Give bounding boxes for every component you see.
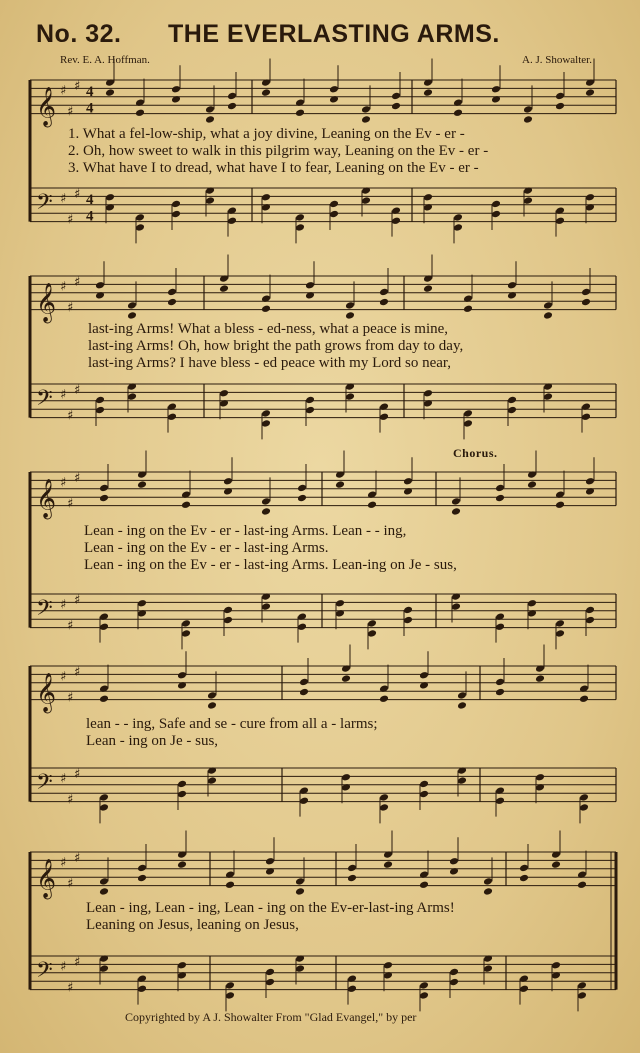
note-head — [261, 602, 271, 611]
note-head — [579, 695, 589, 704]
note-head — [383, 961, 393, 970]
note-head — [457, 691, 467, 700]
note-head — [167, 298, 177, 307]
note-head — [457, 776, 467, 785]
note-head — [223, 606, 233, 615]
note-head — [495, 623, 505, 632]
note-head — [495, 484, 505, 493]
note-head — [491, 200, 501, 209]
note-head — [585, 477, 595, 486]
note-head — [391, 102, 401, 111]
sharp-icon: ♯ — [74, 275, 81, 291]
note-head — [227, 92, 237, 101]
note-head — [219, 284, 229, 293]
note-head — [453, 213, 463, 222]
note-head — [379, 695, 389, 704]
note-head — [419, 991, 429, 1000]
note-head — [305, 406, 315, 415]
note-head — [379, 288, 389, 297]
note-head — [345, 311, 355, 320]
note-head — [519, 864, 529, 873]
lyric-line: Lean - ing on Je - sus, — [86, 733, 219, 749]
sharp-icon: ♯ — [74, 79, 81, 95]
lyric-line: Lean - ing, Lean - ing, Lean - ing on the Ev-er-last-ing Arms! — [86, 900, 455, 916]
note-head — [137, 480, 147, 489]
note-head — [171, 85, 181, 94]
note-head — [335, 599, 345, 608]
note-head — [403, 606, 413, 615]
note-head — [95, 396, 105, 405]
note-head — [495, 688, 505, 697]
note-head — [379, 803, 389, 812]
sharp-icon: ♯ — [67, 618, 74, 634]
sharp-icon: ♯ — [60, 475, 67, 491]
note-head — [305, 396, 315, 405]
note-head — [543, 311, 553, 320]
note-head — [457, 701, 467, 710]
bass-clef-icon: 𝄢 — [36, 190, 53, 221]
note-head — [451, 507, 461, 516]
note-head — [297, 623, 307, 632]
note-head — [227, 102, 237, 111]
note-head — [225, 991, 235, 1000]
note-head — [299, 678, 309, 687]
note-head — [463, 419, 473, 428]
sharp-icon: ♯ — [74, 383, 81, 399]
note-head — [329, 200, 339, 209]
sharp-icon: ♯ — [67, 980, 74, 996]
note-head — [551, 961, 561, 970]
note-head — [555, 92, 565, 101]
note-head — [383, 860, 393, 869]
note-head — [335, 480, 345, 489]
note-head — [463, 305, 473, 314]
note-head — [483, 964, 493, 973]
lyric-line: 2. Oh, how sweet to walk in this pilgrim way, Leaning on the Ev - er - — [68, 143, 489, 159]
note-head — [205, 115, 215, 124]
lyric-line: 1. What a fel-low-ship, what a joy divine, Leaning on the Ev - er - — [68, 126, 465, 142]
note-head — [449, 978, 459, 987]
sharp-icon: ♯ — [60, 669, 67, 685]
bass-clef-icon: 𝄢 — [36, 596, 53, 627]
note-head — [181, 619, 191, 628]
note-head — [585, 616, 595, 625]
bass-clef-icon: 𝄢 — [36, 386, 53, 417]
note-head — [449, 857, 459, 866]
note-head — [261, 507, 271, 516]
note-head — [181, 629, 191, 638]
note-head — [99, 793, 109, 802]
note-head — [127, 311, 137, 320]
note-head — [295, 223, 305, 232]
note-head — [135, 223, 145, 232]
note-head — [367, 629, 377, 638]
note-head — [419, 790, 429, 799]
note-head — [295, 877, 305, 886]
lyric-line: 3. What have I to dread, what have I to fear, Leaning on the Ev - er - — [68, 160, 479, 176]
note-head — [423, 88, 433, 97]
note-head — [555, 501, 565, 510]
note-head — [99, 803, 109, 812]
note-head — [495, 678, 505, 687]
time-signature: 4 — [86, 208, 94, 225]
lyric-line: last-ing Arms! What a bless - ed-ness, what a peace is mine, — [88, 321, 449, 337]
note-head — [135, 213, 145, 222]
note-head — [305, 281, 315, 290]
lyric-line: last-ing Arms? I have bless - ed peace with my Lord so near, — [88, 355, 452, 371]
note-head — [181, 501, 191, 510]
note-head — [419, 671, 429, 680]
note-head — [491, 210, 501, 219]
note-head — [535, 773, 545, 782]
note-head — [391, 92, 401, 101]
note-head — [577, 881, 587, 890]
note-head — [261, 419, 271, 428]
note-head — [535, 674, 545, 683]
time-signature: 4 — [86, 100, 94, 117]
note-head — [265, 857, 275, 866]
sharp-icon: ♯ — [67, 104, 74, 120]
note-head — [579, 803, 589, 812]
note-head — [99, 887, 109, 896]
lyric-line: Lean - ing on the Ev - er - last-ing Arms. Lean-ing on Je - sus, — [84, 557, 457, 573]
note-head — [127, 301, 137, 310]
note-head — [451, 497, 461, 506]
note-head — [295, 964, 305, 973]
note-head — [347, 864, 357, 873]
chorus-label: Chorus. — [453, 446, 498, 460]
treble-clef-icon: 𝄞 — [36, 858, 57, 899]
treble-clef-icon: 𝄞 — [36, 282, 57, 323]
sharp-icon: ♯ — [67, 496, 74, 512]
note-head — [205, 196, 215, 205]
note-head — [225, 881, 235, 890]
sharp-icon: ♯ — [60, 959, 67, 975]
note-head — [585, 606, 595, 615]
note-head — [581, 288, 591, 297]
copyright-footer: Copyrighted by A J. Showalter From "Glad Evangel," by per — [125, 1010, 417, 1024]
note-head — [555, 629, 565, 638]
note-head — [95, 281, 105, 290]
note-head — [105, 193, 115, 202]
note-head — [483, 877, 493, 886]
note-head — [171, 210, 181, 219]
lyric-line: Lean - ing on the Ev - er - last-ing Arms. — [84, 540, 329, 556]
note-head — [223, 477, 233, 486]
note-head — [495, 494, 505, 503]
note-head — [523, 196, 533, 205]
note-head — [347, 874, 357, 883]
note-head — [379, 793, 389, 802]
note-head — [329, 85, 339, 94]
note-head — [581, 413, 591, 422]
note-head — [403, 616, 413, 625]
lyricist-credit: Rev. E. A. Hoffman. — [60, 54, 150, 66]
note-head — [227, 217, 237, 226]
time-signature: 4 — [86, 83, 94, 100]
lyric-line: lean - - ing, Safe and se - cure from all a - larms; — [86, 716, 378, 732]
bass-clef-icon: 𝄢 — [36, 958, 53, 989]
sharp-icon: ♯ — [67, 300, 74, 316]
note-head — [137, 985, 147, 994]
note-head — [577, 991, 587, 1000]
note-head — [135, 109, 145, 118]
note-head — [391, 217, 401, 226]
sharp-icon: ♯ — [67, 408, 74, 424]
sharp-icon: ♯ — [60, 855, 67, 871]
note-head — [345, 392, 355, 401]
note-head — [345, 301, 355, 310]
note-head — [295, 213, 305, 222]
note-head — [177, 961, 187, 970]
note-head — [171, 200, 181, 209]
note-head — [495, 797, 505, 806]
note-head — [177, 780, 187, 789]
sharp-icon: ♯ — [74, 955, 81, 971]
hymn-number: No. 32. — [36, 20, 122, 48]
note-head — [341, 773, 351, 782]
note-head — [105, 88, 115, 97]
lyric-line: Lean - ing on the Ev - er - last-ing Arms. Lean - - ing, — [84, 523, 407, 539]
note-head — [419, 981, 429, 990]
sharp-icon: ♯ — [67, 876, 74, 892]
note-head — [581, 298, 591, 307]
note-head — [367, 619, 377, 628]
note-head — [177, 860, 187, 869]
note-head — [523, 105, 533, 114]
sharp-icon: ♯ — [74, 851, 81, 867]
note-head — [585, 193, 595, 202]
note-head — [523, 115, 533, 124]
note-head — [527, 480, 537, 489]
note-head — [423, 284, 433, 293]
note-head — [555, 102, 565, 111]
note-head — [453, 109, 463, 118]
note-head — [99, 964, 109, 973]
note-head — [347, 985, 357, 994]
hymn-title: THE EVERLASTING ARMS. — [168, 20, 500, 48]
note-head — [137, 874, 147, 883]
note-head — [577, 981, 587, 990]
time-signature: 4 — [86, 191, 94, 208]
sharp-icon: ♯ — [74, 187, 81, 203]
note-head — [419, 881, 429, 890]
note-head — [543, 392, 553, 401]
note-head — [207, 701, 217, 710]
note-head — [167, 413, 177, 422]
treble-clef-icon: 𝄞 — [36, 478, 57, 519]
note-head — [207, 776, 217, 785]
lyric-line: Leaning on Jesus, leaning on Jesus, — [86, 917, 299, 933]
note-head — [361, 105, 371, 114]
note-head — [177, 671, 187, 680]
sharp-icon: ♯ — [60, 191, 67, 207]
sharp-icon: ♯ — [60, 597, 67, 613]
note-head — [265, 978, 275, 987]
note-head — [507, 396, 517, 405]
note-head — [225, 981, 235, 990]
note-head — [99, 494, 109, 503]
note-head — [519, 985, 529, 994]
note-head — [99, 623, 109, 632]
note-head — [491, 85, 501, 94]
note-head — [585, 88, 595, 97]
note-head — [451, 602, 461, 611]
note-head — [329, 210, 339, 219]
note-head — [295, 109, 305, 118]
bass-clef-icon: 𝄢 — [36, 770, 53, 801]
note-head — [99, 695, 109, 704]
note-head — [261, 193, 271, 202]
sharp-icon: ♯ — [60, 771, 67, 787]
note-head — [403, 477, 413, 486]
note-head — [295, 887, 305, 896]
note-head — [367, 501, 377, 510]
note-head — [507, 281, 517, 290]
note-head — [261, 88, 271, 97]
note-head — [361, 196, 371, 205]
note-head — [527, 599, 537, 608]
note-head — [95, 406, 105, 415]
note-head — [419, 780, 429, 789]
note-head — [137, 599, 147, 608]
note-head — [449, 968, 459, 977]
note-head — [379, 413, 389, 422]
note-head — [177, 790, 187, 799]
note-head — [167, 288, 177, 297]
note-head — [555, 217, 565, 226]
note-head — [207, 691, 217, 700]
note-head — [519, 874, 529, 883]
note-head — [483, 887, 493, 896]
note-head — [463, 409, 473, 418]
note-head — [223, 616, 233, 625]
note-head — [555, 619, 565, 628]
note-head — [205, 105, 215, 114]
note-head — [297, 484, 307, 493]
note-head — [453, 223, 463, 232]
note-head — [423, 193, 433, 202]
note-head — [379, 298, 389, 307]
sharp-icon: ♯ — [74, 767, 81, 783]
note-head — [299, 797, 309, 806]
note-head — [543, 301, 553, 310]
sharp-icon: ♯ — [60, 83, 67, 99]
note-head — [99, 484, 109, 493]
sharp-icon: ♯ — [74, 471, 81, 487]
note-head — [299, 688, 309, 697]
note-head — [137, 864, 147, 873]
note-head — [551, 860, 561, 869]
sharp-icon: ♯ — [74, 665, 81, 681]
sharp-icon: ♯ — [60, 279, 67, 295]
sharp-icon: ♯ — [67, 212, 74, 228]
lyric-line: last-ing Arms! Oh, how bright the path grows from day to day, — [88, 338, 464, 354]
treble-clef-icon: 𝄞 — [36, 86, 57, 127]
note-head — [265, 968, 275, 977]
note-head — [219, 389, 229, 398]
sharp-icon: ♯ — [60, 387, 67, 403]
note-head — [579, 793, 589, 802]
note-head — [297, 494, 307, 503]
note-head — [261, 497, 271, 506]
composer-credit: A. J. Showalter. — [522, 54, 592, 66]
note-head — [127, 392, 137, 401]
note-head — [261, 409, 271, 418]
note-head — [341, 674, 351, 683]
sharp-icon: ♯ — [67, 792, 74, 808]
sharp-icon: ♯ — [67, 690, 74, 706]
note-head — [507, 406, 517, 415]
treble-clef-icon: 𝄞 — [36, 672, 57, 713]
note-head — [261, 305, 271, 314]
sharp-icon: ♯ — [74, 593, 81, 609]
note-head — [423, 389, 433, 398]
note-head — [99, 877, 109, 886]
note-head — [361, 115, 371, 124]
